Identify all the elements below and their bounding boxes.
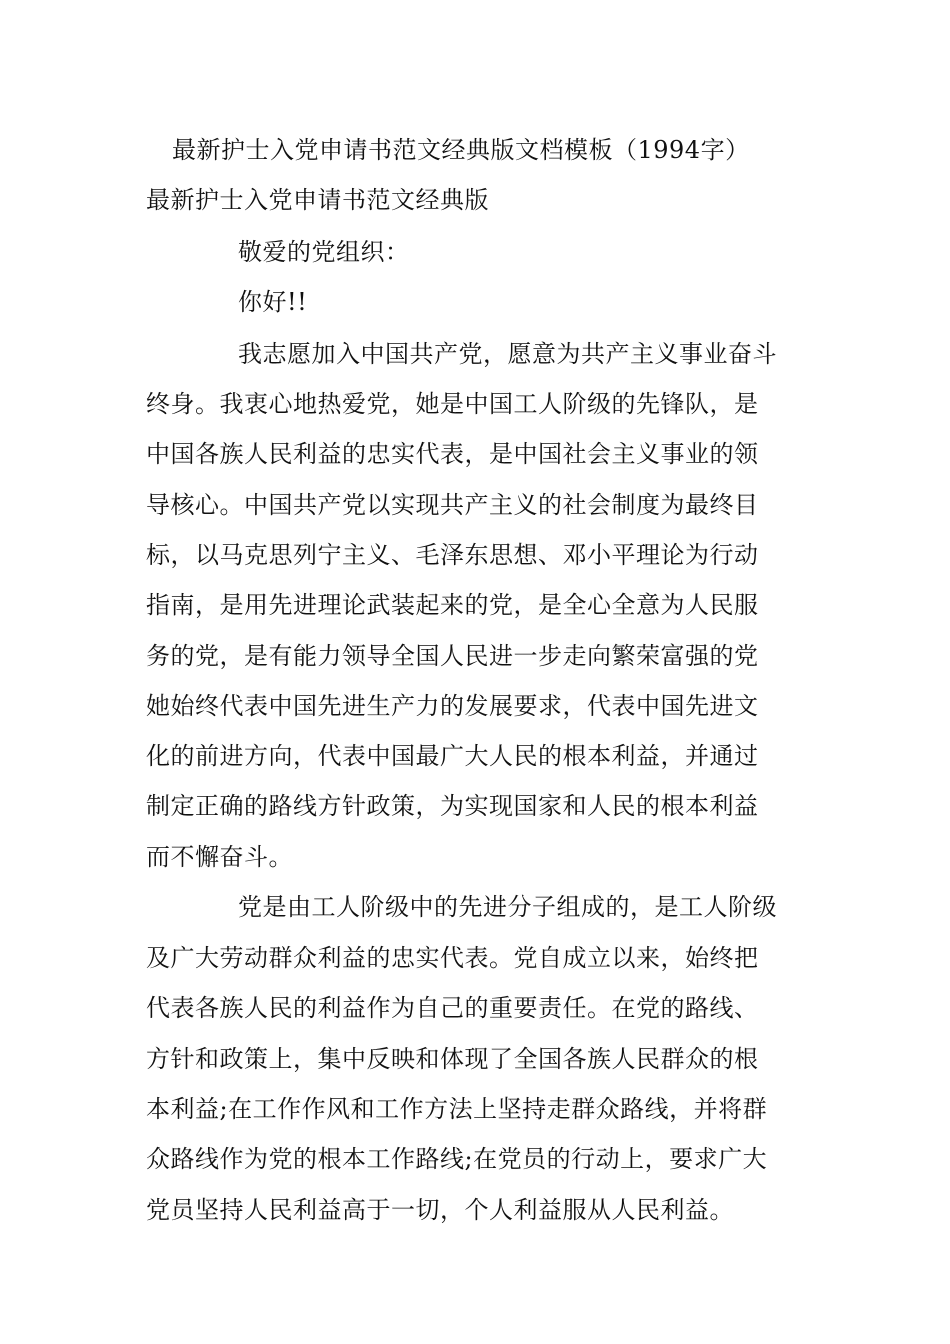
paragraph2-line: 众路线作为党的根本工作路线;在党员的行动上，要求广大 bbox=[146, 1145, 768, 1173]
paragraph1-line: 而不懈奋斗。 bbox=[146, 843, 293, 871]
paragraph2-line: 方针和政策上，集中反映和体现了全国各族人民群众的根 bbox=[146, 1045, 759, 1073]
paragraph1-line: 务的党，是有能力领导全国人民进一步走向繁荣富强的党 bbox=[146, 642, 759, 670]
paragraph1-line: 终身。我衷心地热爱党，她是中国工人阶级的先锋队，是 bbox=[146, 390, 759, 418]
paragraph2-line: 本利益;在工作作风和工作方法上坚持走群众路线，并将群 bbox=[146, 1095, 768, 1123]
paragraph1-line: 标，以马克思列宁主义、毛泽东思想、邓小平理论为行动 bbox=[146, 541, 759, 569]
paragraph2-line: 党是由工人阶级中的先进分子组成的，是工人阶级 bbox=[238, 893, 777, 921]
paragraph1-line: 中国各族人民利益的忠实代表，是中国社会主义事业的领 bbox=[146, 440, 759, 468]
greeting: 你好!! bbox=[238, 288, 308, 316]
paragraph1-line: 我志愿加入中国共产党，愿意为共产主义事业奋斗 bbox=[238, 340, 777, 368]
paragraph1-line: 她始终代表中国先进生产力的发展要求，代表中国先进文 bbox=[146, 692, 759, 720]
paragraph2-line: 代表各族人民的利益作为自己的重要责任。在党的路线、 bbox=[146, 994, 759, 1022]
salutation: 敬爱的党组织： bbox=[238, 238, 410, 266]
paragraph1-line: 化的前进方向，代表中国最广大人民的根本利益，并通过 bbox=[146, 742, 759, 770]
document-subtitle: 最新护士入党申请书范文经典版 bbox=[146, 186, 489, 214]
paragraph1-line: 制定正确的路线方针政策，为实现国家和人民的根本利益 bbox=[146, 792, 759, 820]
document-title: 最新护士入党申请书范文经典版文档模板（1994字） bbox=[172, 136, 750, 164]
paragraph1-line: 导核心。中国共产党以实现共产主义的社会制度为最终目 bbox=[146, 491, 759, 519]
paragraph2-line: 党员坚持人民利益高于一切，个人利益服从人民利益。 bbox=[146, 1196, 734, 1224]
paragraph2-line: 及广大劳动群众利益的忠实代表。党自成立以来，始终把 bbox=[146, 944, 759, 972]
paragraph1-line: 指南，是用先进理论武装起来的党，是全心全意为人民服 bbox=[146, 591, 759, 619]
